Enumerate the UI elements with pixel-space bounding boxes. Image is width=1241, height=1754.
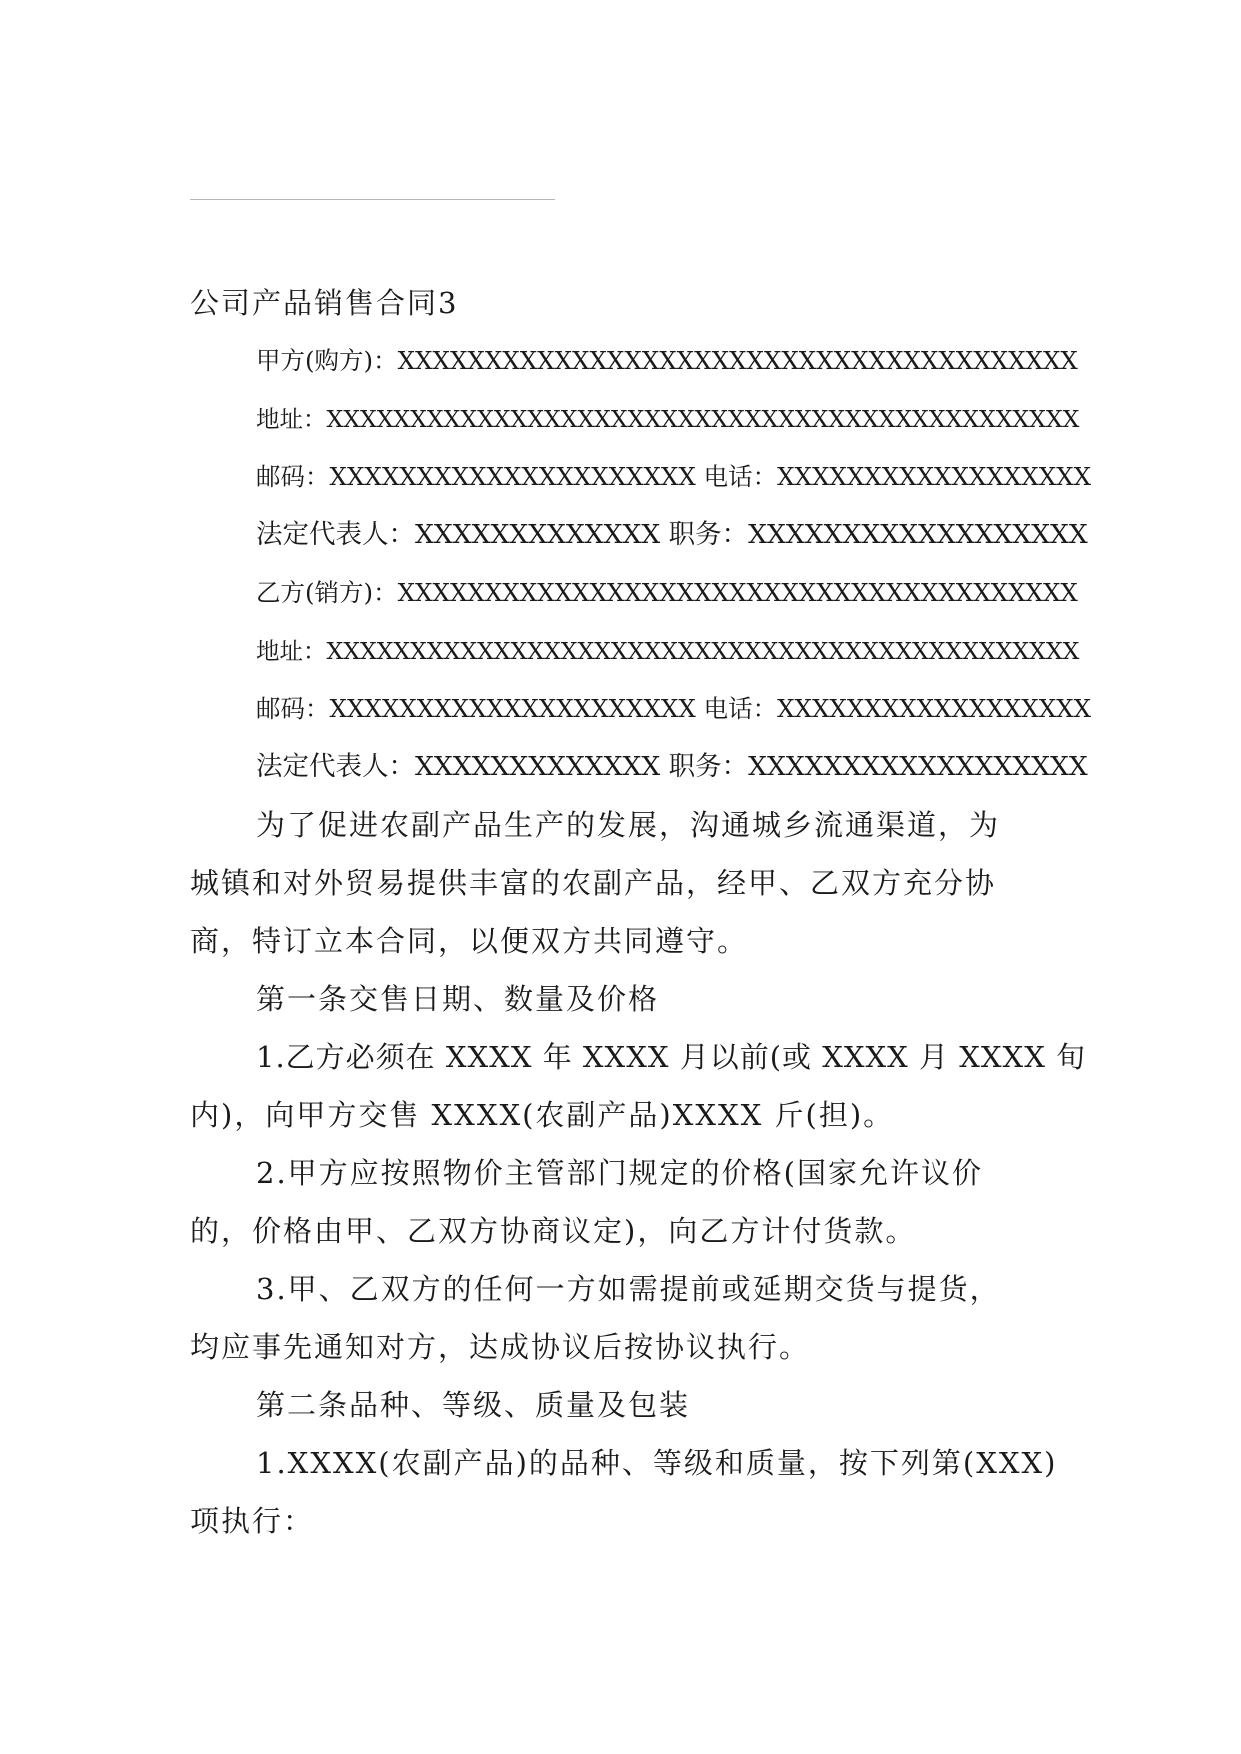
- party-a-name: 甲方(购方)：XXXXXXXXXXXXXXXXXXXXXXXXXXXXXXXXXXXXXXX: [256, 346, 1078, 375]
- article-2-item-1-line: 项执行：: [190, 1504, 315, 1538]
- header-divider: [190, 199, 555, 200]
- preamble-line: 商，特订立本合同，以便双方共同遵守。: [190, 924, 749, 958]
- document-title: 公司产品销售合同3: [190, 286, 459, 320]
- party-a-address: 地址：XXXXXXXXXXXXXXXXXXXXXXXXXXXXXXXXXXXXXXXXXXXXX: [256, 405, 1080, 433]
- article-1-heading: 第一条交售日期、数量及价格: [256, 982, 660, 1016]
- article-1-item-3-line: 3.甲、乙双方的任何一方如需提前或延期交货与提货，: [256, 1272, 1001, 1306]
- article-2-heading: 第二条品种、等级、质量及包装: [256, 1388, 691, 1422]
- preamble-line: 城镇和对外贸易提供丰富的农副产品，经甲、乙双方充分协: [190, 866, 997, 900]
- party-b-address: 地址：XXXXXXXXXXXXXXXXXXXXXXXXXXXXXXXXXXXXXXXXXXXXX: [256, 637, 1080, 665]
- party-b-representative: 法定代表人：XXXXXXXXXXXXX 职务：XXXXXXXXXXXXXXXXXX: [256, 751, 1088, 782]
- article-1-item-2-line: 的，价格由甲、乙双方协商议定)，向乙方计付货款。: [190, 1214, 917, 1248]
- article-1-item-3-line: 均应事先通知对方，达成协议后按协议执行。: [190, 1330, 811, 1364]
- party-a-postcode-phone: 邮码：XXXXXXXXXXXXXXXXXXXXX 电话：XXXXXXXXXXXXXXXXXX: [256, 462, 1092, 491]
- party-b-name: 乙方(销方)：XXXXXXXXXXXXXXXXXXXXXXXXXXXXXXXXXXXXXXX: [256, 578, 1078, 607]
- party-b-postcode-phone: 邮码：XXXXXXXXXXXXXXXXXXXXX 电话：XXXXXXXXXXXXXXXXXX: [256, 694, 1092, 723]
- party-a-representative: 法定代表人：XXXXXXXXXXXXX 职务：XXXXXXXXXXXXXXXXXX: [256, 519, 1088, 550]
- article-1-item-2-line: 2.甲方应按照物价主管部门规定的价格(国家允许议价: [256, 1156, 983, 1190]
- preamble-line: 为了促进农副产品生产的发展，沟通城乡流通渠道，为: [256, 808, 1001, 842]
- article-2-item-1-line: 1.XXXX(农副产品)的品种、等级和质量，按下列第(XXX): [256, 1446, 1058, 1480]
- article-1-item-1-line: 1.乙方必须在 XXXX 年 XXXX 月以前(或 XXXX 月 XXXX 旬: [256, 1040, 1087, 1074]
- article-1-item-1-line: 内)，向甲方交售 XXXX(农副产品)XXXX 斤(担)。: [190, 1098, 895, 1132]
